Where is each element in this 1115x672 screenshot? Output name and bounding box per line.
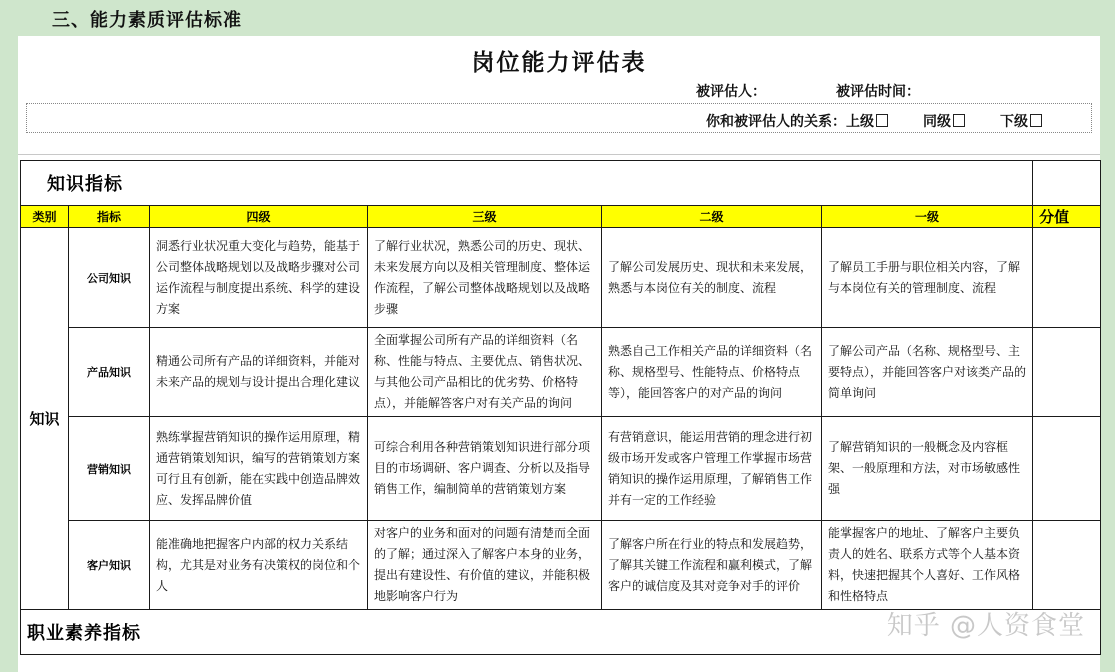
- level2-cell: 了解公司发展历史、现状和未来发展，熟悉与本岗位有关的制度、流程: [602, 228, 822, 328]
- assessee-label: 被评估人：: [696, 84, 766, 100]
- checkbox-icon[interactable]: [953, 114, 965, 127]
- level2-cell: 有营销意识，能运用营销的理念进行初级市场开发或客户管理工作掌握市场营销知识的操作运用原理，了解销售工作并有一定的工作经验: [602, 417, 822, 521]
- level4-cell: 熟练掌握营销知识的操作运用原理，精通营销策划知识，编写的营销策划方案可行且有创新，能在实践中创造品牌效应、发挥品牌价值: [150, 417, 368, 521]
- level4-cell: 洞悉行业状况重大变化与趋势，能基于公司整体战略规划以及战略步骤对公司运作流程与制度提出系统、科学的建设方案: [150, 228, 368, 328]
- level4-cell: 能准确地把握客户内部的权力关系结构，尤其是对业务有决策权的岗位和个人: [150, 521, 368, 610]
- score-cell[interactable]: [1033, 328, 1101, 417]
- score-cell[interactable]: [1033, 161, 1101, 206]
- table-row: [21, 228, 1101, 328]
- level3-cell: 全面掌握公司所有产品的详细资料（名称、性能与特点、主要优点、销售状况、与其他公司产品相比的优劣势、价格特点），并能解答客户对有关产品的询问: [368, 328, 602, 417]
- relation-option-superior[interactable]: [846, 111, 888, 131]
- header-level3: 三级: [368, 206, 602, 228]
- indicator-cell: 客户知识: [69, 521, 150, 610]
- level1-cell: 了解营销知识的一般概念及内容框架、一般原理和方法，对市场敏感性强: [822, 417, 1033, 521]
- level3-cell: 对客户的业务和面对的问题有清楚而全面的了解；通过深入了解客户本身的业务，提出有建设性、有价值的建议，并能积极地影响客户行为: [368, 521, 602, 610]
- score-cell[interactable]: [1033, 417, 1101, 521]
- score-cell[interactable]: [1033, 228, 1101, 328]
- relation-option-label: 下级: [1000, 114, 1028, 130]
- level2-cell: 熟悉自己工作相关产品的详细资料（名称、规格型号、性能特点、价格特点等），能回答客户的对产品的询问: [602, 328, 822, 417]
- header-category: 类别: [21, 206, 69, 228]
- level1-cell: 能掌握客户的地址、了解客户主要负责人的姓名、联系方式等个人基本资料，快速把握其个人喜好、工作风格和性格特点: [822, 521, 1033, 610]
- header-level2: 二级: [602, 206, 822, 228]
- level1-cell: 了解公司产品（名称、规格型号、主要特点），并能回答客户对该类产品的简单询问: [822, 328, 1033, 417]
- table-row: [21, 417, 1101, 521]
- header-score: 分值: [1033, 206, 1101, 228]
- table-row: [21, 521, 1101, 610]
- relation-label: 你和被评估人的关系：: [706, 114, 846, 130]
- relation-option-subordinate[interactable]: [1000, 111, 1042, 131]
- watermark: 知乎 @人资食堂: [886, 611, 1085, 641]
- header-level4: 四级: [150, 206, 368, 228]
- relation-option-peer[interactable]: [923, 111, 965, 131]
- level3-cell: 可综合利用各种营销策划知识进行部分项目的市场调研、客户调查、分析以及指导销售工作，编制简单的营销策划方案: [368, 417, 602, 521]
- header-level1: 一级: [822, 206, 1033, 228]
- assess-time-label: 被评估时间：: [836, 84, 920, 100]
- checkbox-icon[interactable]: [1030, 114, 1042, 127]
- category-cell: 知识: [21, 228, 69, 610]
- level4-cell: 精通公司所有产品的详细资料，并能对未来产品的规划与设计提出合理化建议: [150, 328, 368, 417]
- header-indicator: 指标: [69, 206, 150, 228]
- indicator-cell: 产品知识: [69, 328, 150, 417]
- indicator-cell: 公司知识: [69, 228, 150, 328]
- header-row: [21, 206, 1101, 228]
- section-heading: 三、能力素质评估标准: [52, 10, 242, 31]
- knowledge-title: 知识指标: [21, 161, 1033, 206]
- relation-option-label: 上级: [846, 114, 874, 130]
- level1-cell: 了解员工手册与职位相关内容，了解与本岗位有关的管理制度、流程: [822, 228, 1033, 328]
- level2-cell: 了解客户所在行业的特点和发展趋势，了解其关键工作流程和赢利模式，了解客户的诚信度及其对竞争对手的评价: [602, 521, 822, 610]
- level3-cell: 了解行业状况，熟悉公司的历史、现状、未来发展方向以及相关管理制度、整体运作流程，了解公司整体战略规划以及战略步骤: [368, 228, 602, 328]
- knowledge-table: [20, 160, 1101, 655]
- relation-option-label: 同级: [923, 114, 951, 130]
- checkbox-icon[interactable]: [876, 114, 888, 127]
- form-title: 岗位能力评估表: [471, 49, 647, 76]
- indicator-cell: 营销知识: [69, 417, 150, 521]
- professional-title: 职业素养指标: [21, 610, 1101, 655]
- table-row: [21, 328, 1101, 417]
- score-cell[interactable]: [1033, 521, 1101, 610]
